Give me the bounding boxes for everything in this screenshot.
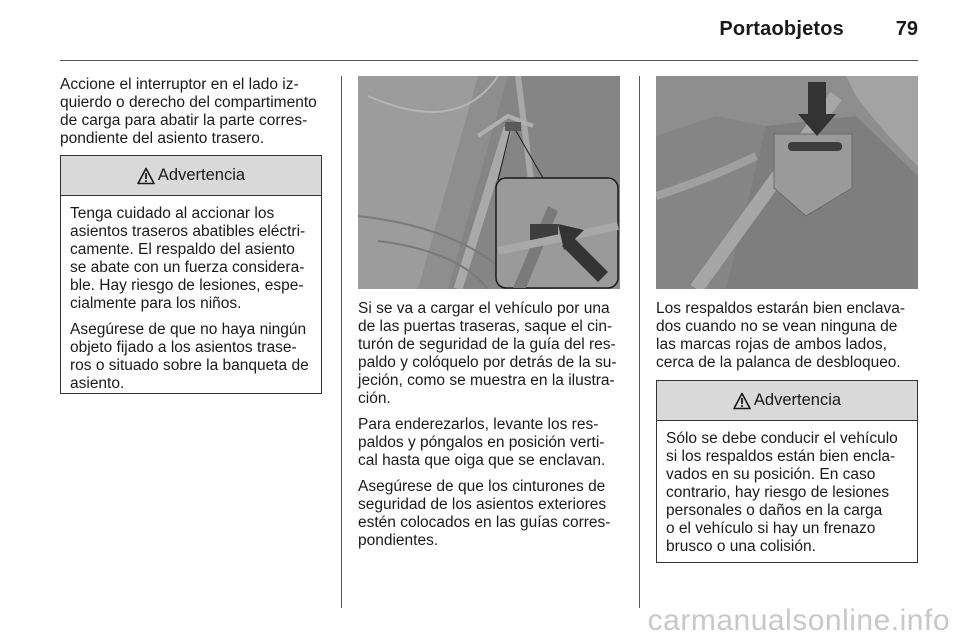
warning-triangle-icon	[733, 392, 751, 410]
warning-header	[61, 156, 321, 196]
text-line: Sólo se debe conducir el vehículo	[666, 430, 898, 447]
text-line: pondientes.	[358, 532, 439, 549]
text-line: cialmente para los niños.	[70, 295, 242, 312]
text-line: asientos traseros abatibles eléctri-	[70, 223, 306, 240]
watermark: carmanualsonline.info	[647, 604, 950, 637]
warning-title: Advertencia	[157, 166, 246, 184]
text-line: objeto fijado a los asientos trase-	[70, 339, 297, 356]
text-line: Asegúrese de que los cinturones de	[358, 478, 606, 495]
column-divider-1	[341, 76, 342, 608]
col1-paragraph	[60, 76, 332, 148]
text-line: vados en su posición. En caso	[666, 466, 876, 483]
text-line: Para enderezarlos, levante los res-	[358, 416, 599, 433]
col2-paragraph-2	[358, 416, 630, 470]
text-line: las marcas rojas de ambos lados,	[656, 336, 887, 353]
col3-paragraph	[656, 300, 928, 372]
warning-paragraph	[666, 430, 909, 556]
text-line: dos cuando no se vean ninguna de	[656, 318, 898, 335]
text-line: brusco o una colisión.	[666, 538, 816, 555]
header-rule	[60, 60, 918, 61]
text-line: paldo y colóquelo por detrás de la su-	[358, 354, 617, 371]
warning-title: Advertencia	[753, 391, 842, 409]
text-line: ción.	[358, 390, 391, 407]
page-header	[0, 0, 960, 62]
col2-paragraph-1	[358, 300, 630, 408]
text-line: o el vehículo si hay un frenazo	[666, 520, 876, 537]
text-line: si los respaldos están bien encla-	[666, 448, 896, 465]
text-line: seguridad de los asientos exteriores	[358, 496, 607, 513]
warning-triangle-icon	[137, 167, 155, 185]
illustration-seatbelt-guide	[358, 76, 620, 289]
page-number: 79	[895, 18, 918, 40]
text-line: cerca de la palanca de desbloqueo.	[656, 354, 901, 371]
warning-box-2	[656, 380, 918, 563]
warning-box-1	[60, 155, 322, 394]
text-line: turón de seguridad de la guía del res-	[358, 336, 616, 353]
text-line: quierdo o derecho del compartimento	[60, 94, 317, 111]
text-line: se abate con un fuerza considera-	[70, 259, 305, 276]
text-line: camente. El respaldo del asiento	[70, 241, 295, 258]
text-line: pondiente del asiento trasero.	[60, 130, 265, 147]
text-line: Accione el interruptor en el lado iz-	[60, 76, 299, 93]
text-line: asiento.	[70, 375, 125, 392]
page-title: Portaobjetos	[719, 18, 844, 40]
warning-header	[657, 381, 917, 421]
text-line: Si se va a cargar el vehículo por una	[358, 300, 610, 317]
text-line: ble. Hay riesgo de lesiones, espe-	[70, 277, 304, 294]
col2-paragraph-3	[358, 478, 630, 550]
text-line: de carga para abatir la parte corres-	[60, 112, 308, 129]
text-line: jeción, como se muestra en la ilustra-	[358, 372, 615, 389]
text-line: paldos y póngalos en posición verti-	[358, 434, 605, 451]
text-line: de las puertas traseras, saque el cin-	[358, 318, 613, 335]
text-line: contrario, hay riesgo de lesiones	[666, 484, 890, 501]
warning-body	[657, 421, 917, 556]
text-line: ros o situado sobre la banqueta de	[70, 357, 309, 374]
text-line: estén colocados en las guías corres-	[358, 514, 611, 531]
column-divider-2	[639, 76, 640, 608]
warning-body	[61, 196, 321, 393]
warning-paragraph	[70, 321, 313, 393]
illustration-seatback-latch	[656, 76, 918, 289]
warning-paragraph	[70, 205, 313, 313]
text-line: Los respaldos estarán bien enclava-	[656, 300, 906, 317]
text-line: Asegúrese de que no haya ningún	[70, 321, 307, 338]
text-line: cal hasta que oiga que se enclavan.	[358, 452, 606, 469]
text-line: Tenga cuidado al accionar los	[70, 205, 275, 222]
text-line: personales o daños en la carga	[666, 502, 883, 519]
